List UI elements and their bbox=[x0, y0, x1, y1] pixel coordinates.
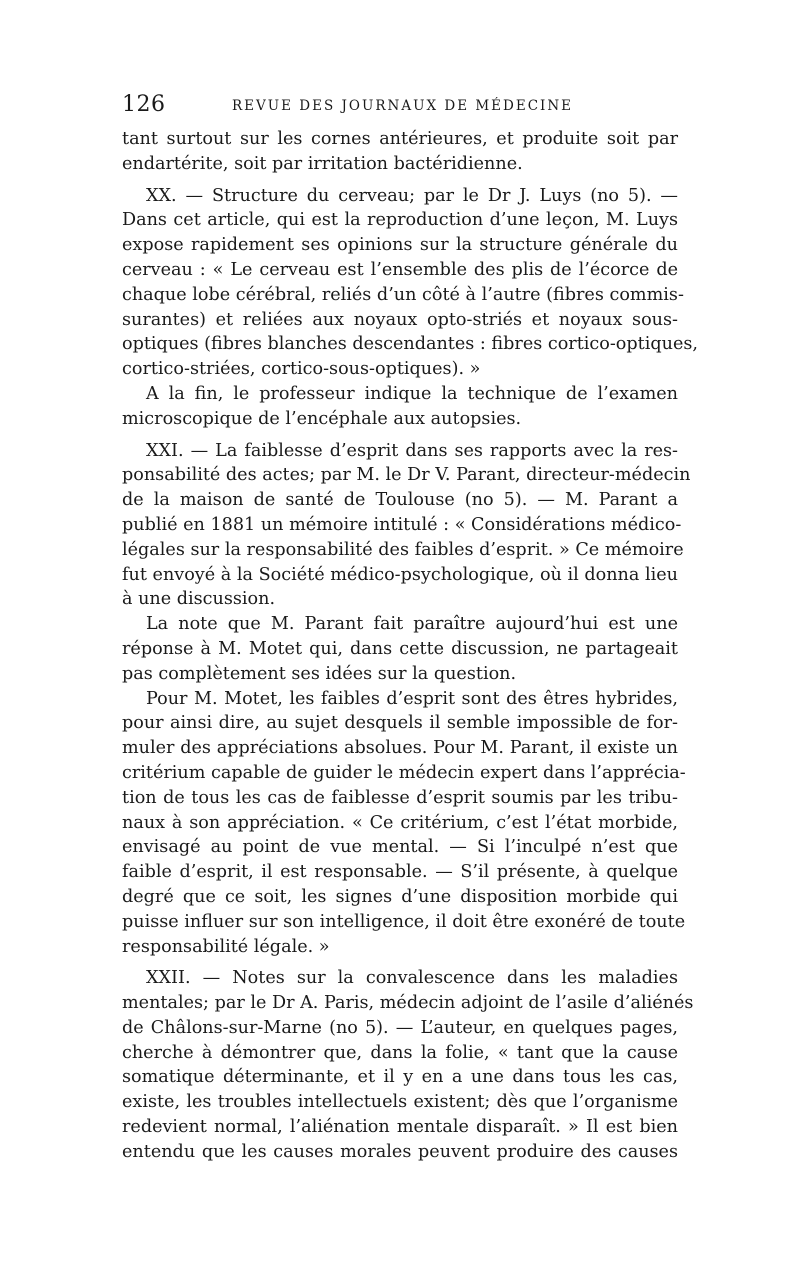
text-line: optiques (fibres blanches descendantes : fibres cortico-optiques, bbox=[122, 334, 698, 355]
text-line: cherche à démontrer que, dans la folie, « tant que la cause bbox=[122, 1042, 678, 1063]
text-line: microscopique de l’encéphale aux autopsies. bbox=[122, 408, 522, 429]
text-line: existe, les troubles intellectuels existent; dès que l’organisme bbox=[122, 1092, 678, 1113]
text-line: de Châlons-sur-Marne (no 5). — L’auteur, en quelques pages, bbox=[122, 1017, 678, 1038]
text-line: expose rapidement ses opinions sur la structure générale du bbox=[122, 235, 678, 256]
text-line: muler des appréciations absolues. Pour M. Parant, il existe un bbox=[122, 738, 678, 759]
text-line: légales sur la responsabilité des faibles d’esprit. » Ce mémoire bbox=[122, 539, 684, 560]
text-line: XXI. — La faiblesse d’esprit dans ses rapports avec la res- bbox=[146, 440, 678, 461]
text-line: critérium capable de guider le médecin expert dans l’apprécia- bbox=[122, 762, 686, 783]
paragraph-gap bbox=[122, 959, 678, 966]
text-line: puisse influer sur son intelligence, il doit être exonéré de toute bbox=[122, 911, 686, 932]
text-line: envisagé au point de vue mental. — Si l’inculpé n’est que bbox=[122, 837, 678, 858]
text-line: de la maison de santé de Toulouse (no 5). — M. Parant a bbox=[122, 490, 678, 511]
page-header bbox=[122, 92, 678, 122]
text-line: mentales; par le Dr A. Paris, médecin adjoint de l’asile d’aliénés bbox=[122, 993, 694, 1014]
text-line: tion de tous les cas de faiblesse d’esprit soumis par les tribu- bbox=[122, 787, 678, 808]
text-line: somatique déterminante, et il y en a une dans tous les cas, bbox=[122, 1067, 678, 1088]
text-line: A la fin, le professeur indique la technique de l’examen bbox=[146, 383, 678, 404]
text-line: XX. — Structure du cerveau; par le Dr J. Luys (no 5). — bbox=[146, 185, 678, 206]
paragraph-gap bbox=[122, 177, 678, 184]
text-line: entendu que les causes morales peuvent produire des causes bbox=[122, 1141, 678, 1162]
text-line: pas complètement ses idées sur la question. bbox=[122, 663, 517, 684]
text-line: XXII. — Notes sur la convalescence dans les maladies bbox=[146, 968, 678, 989]
text-line: responsabilité légale. » bbox=[122, 936, 330, 957]
page-number: 126 bbox=[122, 92, 166, 117]
body-text bbox=[122, 127, 698, 1165]
text-line: à une discussion. bbox=[122, 589, 276, 610]
text-line: naux à son appréciation. « Ce critérium, c’est l’état morbide, bbox=[122, 812, 678, 833]
text-line: Dans cet article, qui est la reproduction d’une leçon, M. Luys bbox=[122, 210, 678, 231]
text-line: faible d’esprit, il est responsable. — S’il présente, à quelque bbox=[122, 862, 678, 883]
text-line: publié en 1881 un mémoire intitulé : « Considérations médico- bbox=[122, 514, 682, 535]
text-line: Pour M. Motet, les faibles d’esprit sont des êtres hybrides, bbox=[146, 688, 678, 709]
text-line: endartérite, soit par irritation bactéridienne. bbox=[122, 153, 523, 174]
text-line: ponsabilité des actes; par M. le Dr V. Parant, directeur-médecin bbox=[122, 465, 691, 486]
text-line: La note que M. Parant fait paraître aujourd’hui est une bbox=[146, 614, 678, 635]
text-line: cortico-striées, cortico-sous-optiques). » bbox=[122, 359, 481, 380]
text-line: tant surtout sur les cornes antérieures, et produite soit par bbox=[122, 129, 678, 149]
running-title: REVUE DES JOURNAUX DE MÉDECINE bbox=[232, 98, 574, 114]
text-line: surantes) et reliées aux noyaux opto-striés et noyaux sous- bbox=[122, 309, 678, 330]
text-line: degré que ce soit, les signes d’une disposition morbide qui bbox=[122, 886, 678, 907]
text-line: pour ainsi dire, au sujet desquels il semble impossible de for- bbox=[122, 713, 678, 734]
text-line: redevient normal, l’aliénation mentale disparaît. » Il est bien bbox=[122, 1117, 678, 1138]
text-line: chaque lobe cérébral, reliés d’un côté à l’autre (fibres commis- bbox=[122, 284, 684, 305]
text-line: réponse à M. Motet qui, dans cette discussion, ne partageait bbox=[122, 638, 678, 659]
text-line: fut envoyé à la Société médico-psychologique, où il donna lieu bbox=[122, 564, 678, 585]
text-line: cerveau : « Le cerveau est l’ensemble des plis de l’écorce de bbox=[122, 259, 678, 280]
paragraph-gap bbox=[122, 432, 678, 439]
